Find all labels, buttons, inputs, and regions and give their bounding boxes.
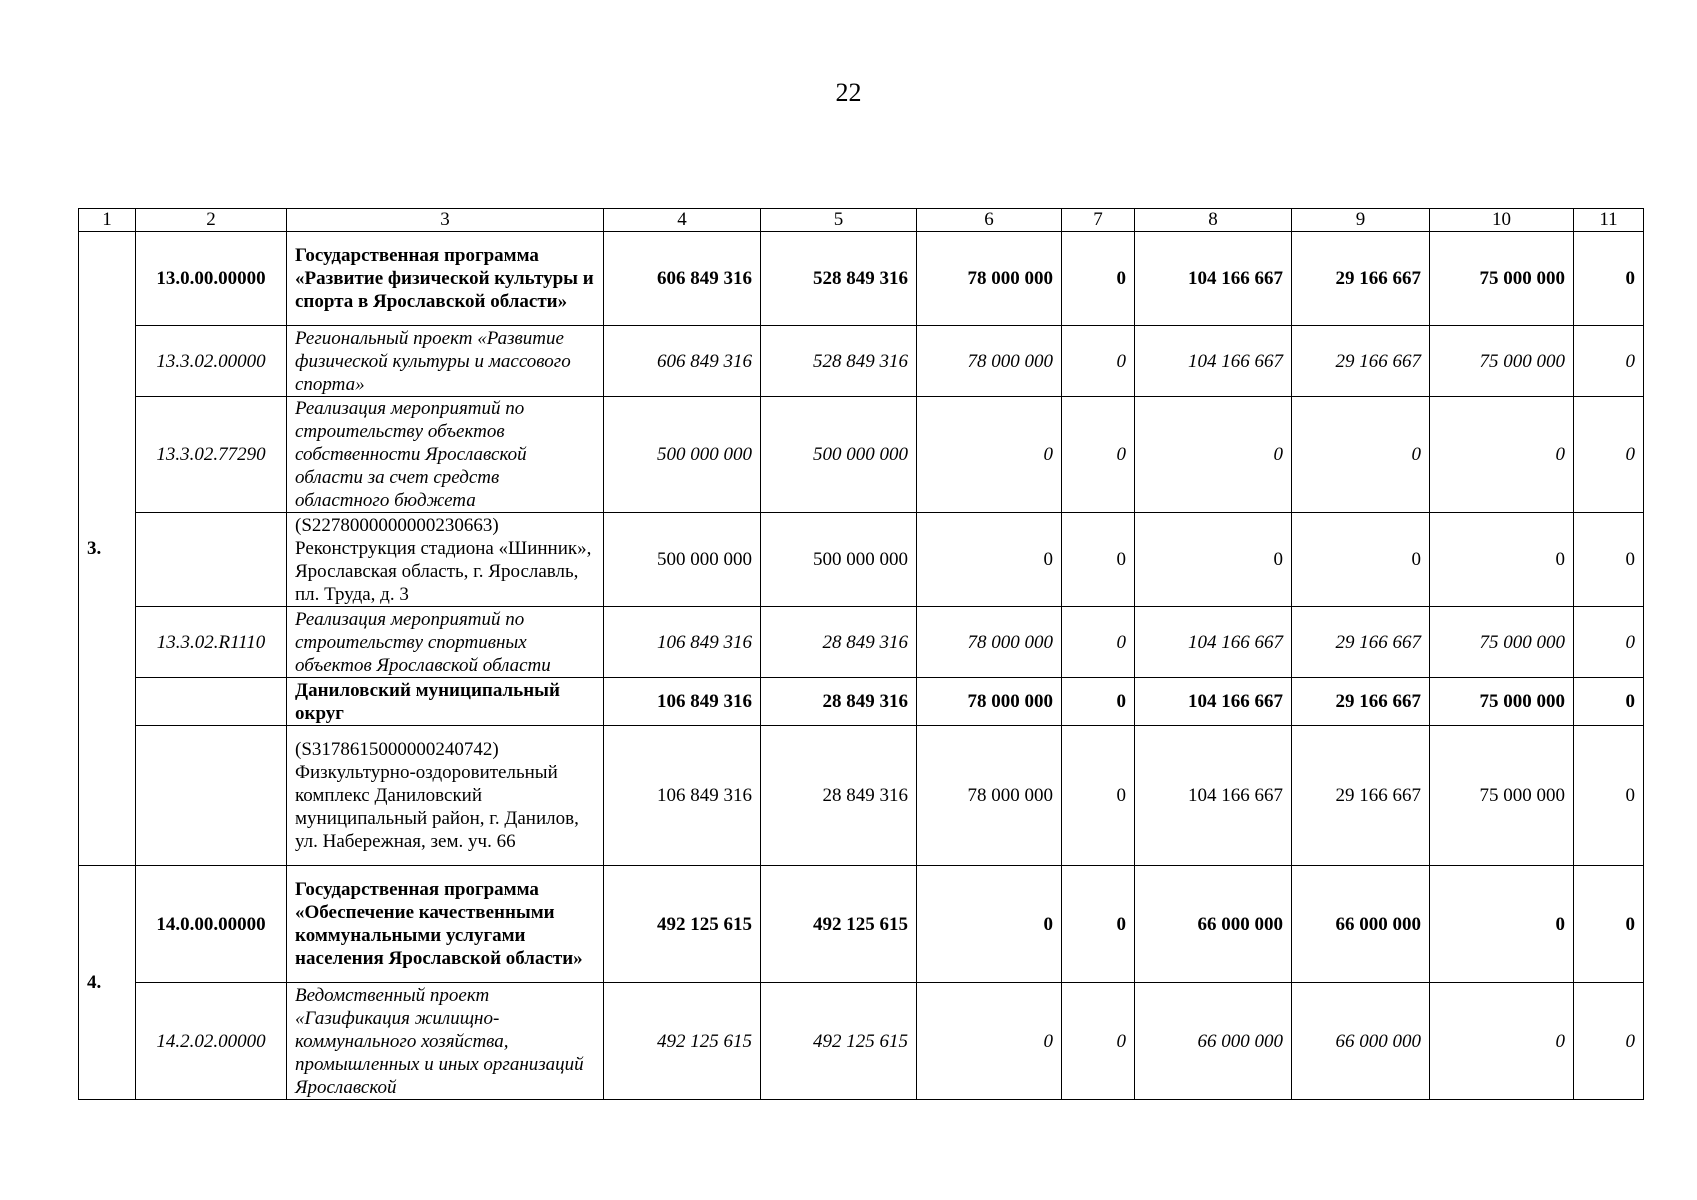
value-cell: 0 (1574, 983, 1644, 1100)
value-cell: 528 849 316 (761, 232, 917, 326)
value-cell: 0 (1135, 513, 1292, 607)
value-cell: 106 849 316 (604, 678, 761, 726)
value-cell: 500 000 000 (761, 513, 917, 607)
value-cell: 0 (1574, 232, 1644, 326)
section-index: 4. (79, 866, 136, 1100)
value-cell: 29 166 667 (1292, 726, 1430, 866)
value-cell: 104 166 667 (1135, 326, 1292, 397)
budget-table (78, 208, 1644, 1100)
program-name: Реализация мероприятий по строительству объектов собственности Ярославской области за счет средств областного бюджета (287, 397, 604, 513)
program-name: Государственная программа «Обеспечение качественными коммунальными услугами населения Ярославской области» (287, 866, 604, 983)
budget-code (136, 513, 287, 607)
value-cell: 28 849 316 (761, 607, 917, 678)
table-row (79, 983, 1644, 1100)
object-name: (S3178615000000240742) Физкультурно-оздоровительный комплекс Даниловский муниципальный район, г. Данилов, ул. Набережная, зем. уч. 66 (287, 726, 604, 866)
column-number: 7 (1062, 209, 1135, 232)
table-row (79, 866, 1644, 983)
column-number: 3 (287, 209, 604, 232)
table-row (79, 397, 1644, 513)
value-cell: 0 (1062, 326, 1135, 397)
value-cell: 78 000 000 (917, 232, 1062, 326)
column-number: 5 (761, 209, 917, 232)
table-row (79, 607, 1644, 678)
value-cell: 0 (1062, 726, 1135, 866)
value-cell: 106 849 316 (604, 607, 761, 678)
table-row (79, 726, 1644, 866)
value-cell: 106 849 316 (604, 726, 761, 866)
value-cell: 66 000 000 (1292, 983, 1430, 1100)
page-number: 22 (835, 78, 862, 107)
column-number-row (79, 209, 1644, 232)
value-cell: 0 (1430, 983, 1574, 1100)
value-cell: 78 000 000 (917, 607, 1062, 678)
value-cell: 0 (1062, 866, 1135, 983)
budget-code: 13.3.02.77290 (136, 397, 287, 513)
value-cell: 75 000 000 (1430, 678, 1574, 726)
budget-code: 13.3.02.R1110 (136, 607, 287, 678)
value-cell: 0 (1062, 397, 1135, 513)
value-cell: 28 849 316 (761, 678, 917, 726)
value-cell: 492 125 615 (761, 866, 917, 983)
value-cell: 0 (1062, 678, 1135, 726)
value-cell: 0 (1062, 232, 1135, 326)
value-cell: 0 (1292, 513, 1430, 607)
value-cell: 0 (917, 513, 1062, 607)
value-cell: 500 000 000 (761, 397, 917, 513)
value-cell: 0 (917, 983, 1062, 1100)
value-cell: 29 166 667 (1292, 326, 1430, 397)
budget-code: 14.2.02.00000 (136, 983, 287, 1100)
value-cell: 75 000 000 (1430, 326, 1574, 397)
value-cell: 0 (1062, 513, 1135, 607)
value-cell: 29 166 667 (1292, 607, 1430, 678)
budget-code: 13.0.00.00000 (136, 232, 287, 326)
value-cell: 0 (1574, 513, 1644, 607)
value-cell: 104 166 667 (1135, 726, 1292, 866)
value-cell: 0 (1430, 397, 1574, 513)
column-number: 4 (604, 209, 761, 232)
value-cell: 528 849 316 (761, 326, 917, 397)
column-number: 6 (917, 209, 1062, 232)
column-number: 10 (1430, 209, 1574, 232)
column-number: 1 (79, 209, 136, 232)
program-name: Государственная программа «Развитие физической культуры и спорта в Ярославской области» (287, 232, 604, 326)
value-cell: 0 (1062, 983, 1135, 1100)
table-row (79, 232, 1644, 326)
value-cell: 78 000 000 (917, 326, 1062, 397)
program-name: Ведомственный проект «Газификация жилищно-коммунального хозяйства, промышленных и иных организаций Ярославской (287, 983, 604, 1100)
value-cell: 492 125 615 (604, 866, 761, 983)
value-cell: 29 166 667 (1292, 678, 1430, 726)
value-cell: 66 000 000 (1292, 866, 1430, 983)
section-index: 3. (79, 232, 136, 866)
value-cell: 492 125 615 (604, 983, 761, 1100)
value-cell: 0 (917, 866, 1062, 983)
column-number: 8 (1135, 209, 1292, 232)
table-row (79, 326, 1644, 397)
value-cell: 66 000 000 (1135, 983, 1292, 1100)
program-name: Реализация мероприятий по строительству спортивных объектов Ярославской области (287, 607, 604, 678)
budget-code (136, 678, 287, 726)
value-cell: 29 166 667 (1292, 232, 1430, 326)
column-number: 11 (1574, 209, 1644, 232)
budget-code: 13.3.02.00000 (136, 326, 287, 397)
value-cell: 492 125 615 (761, 983, 917, 1100)
value-cell: 606 849 316 (604, 232, 761, 326)
value-cell: 0 (1574, 726, 1644, 866)
district-name: Даниловский муниципальный округ (287, 678, 604, 726)
value-cell: 0 (1574, 607, 1644, 678)
value-cell: 0 (1430, 513, 1574, 607)
value-cell: 0 (917, 397, 1062, 513)
value-cell: 104 166 667 (1135, 232, 1292, 326)
budget-code: 14.0.00.00000 (136, 866, 287, 983)
program-name: Региональный проект «Развитие физической культуры и массового спорта» (287, 326, 604, 397)
value-cell: 75 000 000 (1430, 232, 1574, 326)
value-cell: 500 000 000 (604, 513, 761, 607)
value-cell: 66 000 000 (1135, 866, 1292, 983)
value-cell: 0 (1574, 397, 1644, 513)
column-number: 9 (1292, 209, 1430, 232)
value-cell: 28 849 316 (761, 726, 917, 866)
value-cell: 104 166 667 (1135, 678, 1292, 726)
value-cell: 78 000 000 (917, 726, 1062, 866)
value-cell: 0 (1574, 326, 1644, 397)
value-cell: 75 000 000 (1430, 726, 1574, 866)
value-cell: 500 000 000 (604, 397, 761, 513)
value-cell: 0 (1574, 866, 1644, 983)
value-cell: 0 (1292, 397, 1430, 513)
table-row (79, 678, 1644, 726)
object-name: (S2278000000000230663) Реконструкция стадиона «Шинник», Ярославская область, г. Ярославль, пл. Труда, д. 3 (287, 513, 604, 607)
column-number: 2 (136, 209, 287, 232)
value-cell: 606 849 316 (604, 326, 761, 397)
value-cell: 78 000 000 (917, 678, 1062, 726)
value-cell: 0 (1135, 397, 1292, 513)
budget-code (136, 726, 287, 866)
value-cell: 104 166 667 (1135, 607, 1292, 678)
value-cell: 75 000 000 (1430, 607, 1574, 678)
table-row (79, 513, 1644, 607)
value-cell: 0 (1574, 678, 1644, 726)
value-cell: 0 (1062, 607, 1135, 678)
value-cell: 0 (1430, 866, 1574, 983)
